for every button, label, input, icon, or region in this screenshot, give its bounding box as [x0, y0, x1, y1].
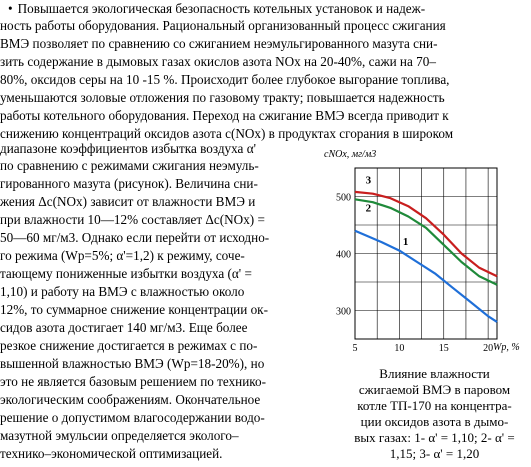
text-line: тающему пониженные избытки воздуха (α' = [0, 266, 252, 281]
text-line: резкое снижение достигается в режимах с по- [0, 338, 258, 353]
caption-line: Влияние влажности [379, 366, 490, 381]
y-tick-label: 500 [336, 192, 351, 204]
text-line: сидов азота достигает 140 мг/м3. Еще более [0, 320, 248, 335]
caption-line: сжигаемой ВМЭ в паровом [358, 382, 511, 397]
text-line: ВМЭ позволяет по сравнению со сжиганием неэмульгированного мазута сни- [0, 36, 438, 51]
y-tick-label: 300 [336, 306, 351, 318]
text-line: зить содержание в дымовых газах окислов азота NOx на 20-40%, сажи на 70– [0, 54, 436, 69]
text-line: го режима (Wp=5%; α'=1,2) к режиму, соче- [0, 248, 245, 263]
text-line: 12%, то суммарное снижение концентрации ок- [0, 302, 268, 317]
text-line: экологическим соображениям. Окончательное [0, 392, 261, 407]
series-label-3: 3 [365, 174, 372, 187]
text-line: жения Δc(NOx) зависит от влажности ВМЭ и [0, 194, 256, 209]
text-line: при влажности 10—12% составляет Δc(NOx) = [0, 212, 265, 227]
text-line: гированного мазута (рисунок). Величина сни- [0, 176, 258, 191]
y-tick-label: 400 [336, 249, 351, 261]
text-line: мазутной эмульсии определяется эколого– [0, 428, 239, 443]
text-line: решение о допустимом влагосодержании водо- [0, 410, 265, 425]
text-line: по сравнению с режимами сжигания неэмуль- [0, 158, 259, 173]
text-line: вышенной влажностью ВМЭ (Wp=18-20%), но [0, 356, 265, 371]
text-line: 50—60 мг/м3. Однако если перейти от исходно- [0, 230, 270, 245]
caption-line: вых газах: 1- α' = 1,10; 2- α' = [354, 430, 515, 445]
x-tick-label: 10 [394, 343, 405, 354]
caption-line: 1,15; 3- α' = 1,20 [389, 446, 480, 461]
nox-chart [318, 146, 530, 364]
text-line: 80%, оксидов серы на 10 -15 %. Происходит более глубокое выгорание топлива, [0, 72, 450, 87]
text-line: технико–экономической оптимизацией. [0, 446, 223, 461]
series-label-1: 1 [402, 235, 409, 248]
x-tick-label: 5 [352, 343, 358, 354]
x-tick-label: 15 [438, 343, 449, 354]
text-line: • Повышается экологическая безопасность котельных установок и надеж- [8, 1, 426, 16]
text-line: 1,10) и работу на ВМЭ с влажностью около [0, 284, 245, 299]
x-tick-label: 20 [483, 343, 494, 354]
y-axis-label: cNOx, мг/м3 [324, 149, 377, 160]
text-line: это не является базовым решением по технико- [0, 374, 267, 389]
caption-line: ции оксидов азота в дымо- [360, 414, 509, 429]
text-line: снижению концентраций оксидов азота с(NOx) в продуктах сгорания в широком [0, 126, 454, 141]
series-label-2: 2 [365, 202, 372, 215]
text-line: работы котельного оборудования. Переход на сжигание ВМЭ всегда приводит к [0, 108, 449, 123]
caption-line: котле ТП-170 на концентра- [357, 398, 512, 413]
bullet: • [8, 1, 13, 16]
text-line: ность работы оборудования. Рациональный организованный процесс сжигания [0, 18, 446, 33]
text-line: диапазоне коэффициентов избытка воздуха α' [0, 141, 256, 156]
text-line: уменьшаются золовые отложения по газовому тракту; повышается надежность [0, 90, 445, 105]
x-axis-label: Wp, % [493, 342, 520, 353]
